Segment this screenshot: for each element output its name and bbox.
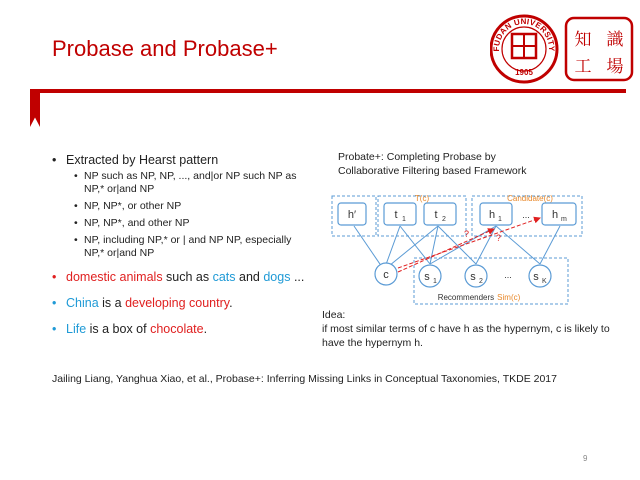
svg-text:h: h xyxy=(551,209,559,221)
logo-char-3: 工 xyxy=(574,57,592,77)
example-bullet: • China is a developing country. xyxy=(52,296,233,310)
idea-heading: Idea: xyxy=(322,309,346,321)
inferred-link-to-hm xyxy=(398,218,540,268)
sub-bullet-text: NP, including NP,* or | and NP NP, especially NP,* or|and NP xyxy=(84,234,292,259)
node-h1 xyxy=(480,203,512,225)
cf-diagram xyxy=(326,184,632,306)
citation: Jailing Liang, Yanghua Xiao, et al., Probase+: Inferring Missing Links in Conceptual Taxonomies, TKDE 2017 xyxy=(52,373,557,385)
candidate-ellipsis: ... xyxy=(522,210,530,220)
example-bullet: • Life is a box of chocolate. xyxy=(52,322,208,336)
recommenders-label: Recommenders Sim(c) xyxy=(437,293,521,302)
sub-bullet: • NP such as NP, NP, ..., and|or NP such NP as NP,* or|and NP xyxy=(74,170,297,195)
logo-char-4: 場 xyxy=(606,57,624,77)
svg-text:t: t xyxy=(434,209,438,221)
bullet-main xyxy=(52,153,314,167)
seal-university-text: FUDAN UNIVERSITY xyxy=(491,16,557,52)
node-sk xyxy=(529,265,551,287)
example-text: China is a developing country. xyxy=(66,296,233,310)
svg-text:s: s xyxy=(424,271,430,283)
example-bullet: • domestic animals such as cats and dogs ... xyxy=(52,270,305,284)
logo xyxy=(490,12,638,86)
sub-bullet-text: NP such as NP, NP, ..., and|or NP such NP as NP,* or|and NP xyxy=(84,170,297,195)
zhishi-gongchang-mark xyxy=(566,18,632,80)
recommender-ellipsis: ... xyxy=(504,270,512,280)
svg-text:t: t xyxy=(394,209,398,221)
svg-text:2: 2 xyxy=(479,278,483,285)
svg-text:h′: h′ xyxy=(347,209,357,221)
svg-text:h: h xyxy=(488,209,496,221)
sub-bullet: • NP, NP*, and other NP xyxy=(74,217,190,229)
example-hypernym: developing country xyxy=(125,296,230,310)
example-hyponym: Life xyxy=(66,322,87,336)
example-hypernym: chocolate xyxy=(150,322,204,336)
example-hyponym: China xyxy=(66,296,99,310)
example-hypernym: domestic animals xyxy=(66,270,163,284)
svg-text:s: s xyxy=(470,271,476,283)
svg-text:K: K xyxy=(542,278,547,285)
node-c xyxy=(375,263,397,285)
bullet-dot: • xyxy=(52,153,57,167)
bullet-main-text: Extracted by Hearst pattern xyxy=(66,153,219,167)
example-text: Life is a box of chocolate. xyxy=(66,322,208,336)
svg-text:c: c xyxy=(383,269,389,281)
page-number: 9 xyxy=(583,454,588,463)
slide-title: Probase and Probase+ xyxy=(52,36,278,61)
svg-text:m: m xyxy=(561,216,567,223)
question-mark: ? xyxy=(464,229,470,239)
example-text: domestic animals such as cats and dogs ... xyxy=(66,270,305,284)
t-set-label: T(c) xyxy=(414,194,430,203)
bullet-list xyxy=(52,153,314,338)
svg-text:1: 1 xyxy=(498,216,502,223)
idea-note xyxy=(322,308,634,350)
logo-char-1: 知 xyxy=(574,30,592,50)
node-t2 xyxy=(424,203,456,225)
sub-bullet-text: NP, NP*, and other NP xyxy=(84,217,190,229)
idea-body: if most similar terms of c have h as the hypernym, c is likely to have the hypernym h. xyxy=(322,323,610,349)
svg-text:2: 2 xyxy=(442,216,446,223)
svg-text:1: 1 xyxy=(433,278,437,285)
sub-bullet: • NP, including NP,* or | and NP NP, especially NP,* or|and NP xyxy=(74,234,292,259)
svg-text:1: 1 xyxy=(402,216,406,223)
sub-bullet: • NP, NP*, or other NP xyxy=(74,200,182,212)
node-s2 xyxy=(465,265,487,287)
seal-year: 1905 xyxy=(515,68,533,77)
figure-caption: Probate+: Completing Probase by Collaborative Filtering based Framework xyxy=(338,151,527,177)
node-h-prime xyxy=(338,203,366,225)
node-hm xyxy=(542,203,576,225)
title-underline-tab xyxy=(30,89,40,127)
question-mark: ? xyxy=(496,233,502,243)
example-hyponym: cats xyxy=(212,270,236,284)
fudan-seal xyxy=(491,16,557,82)
example-hyponym: dogs xyxy=(263,270,291,284)
sub-bullet-text: NP, NP*, or other NP xyxy=(84,200,182,212)
node-t1 xyxy=(384,203,416,225)
svg-text:s: s xyxy=(533,271,539,283)
node-s1 xyxy=(419,265,441,287)
logo-char-2: 識 xyxy=(606,30,624,50)
title-underline xyxy=(30,89,626,93)
candidate-label: Candidate(c) xyxy=(507,194,553,203)
